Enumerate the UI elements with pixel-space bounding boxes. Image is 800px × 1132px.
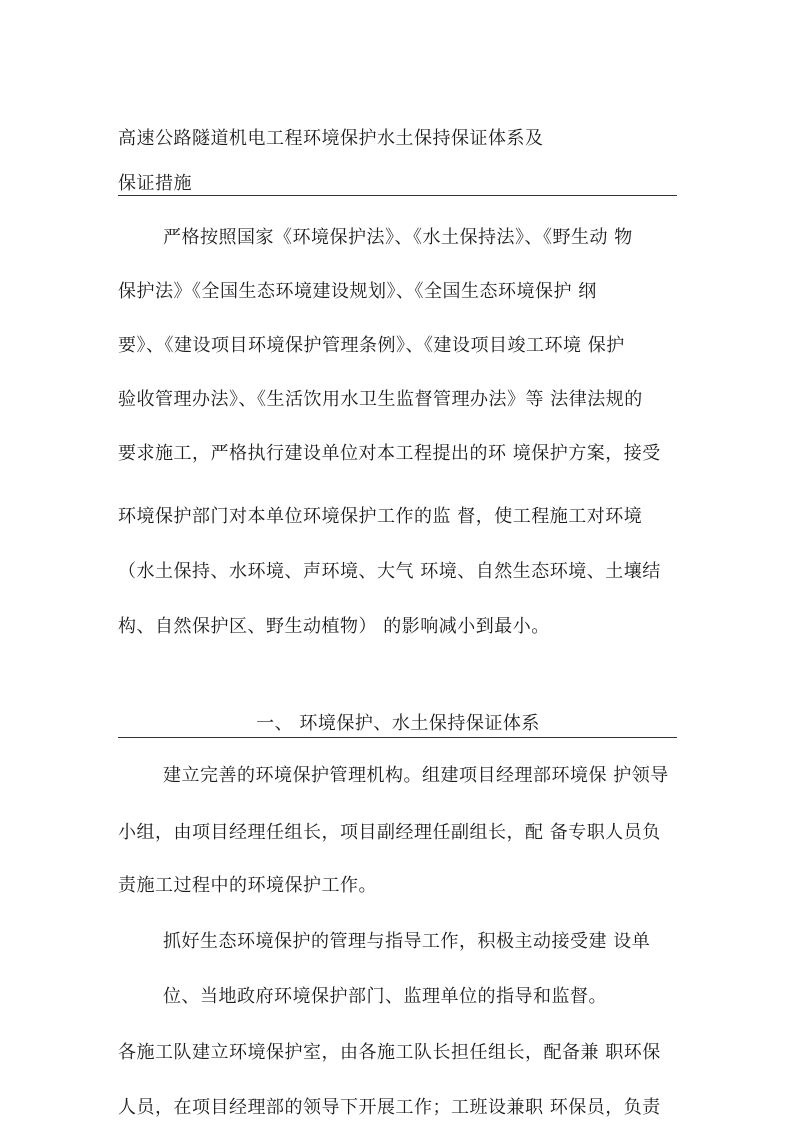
section1-line-4: 抓好生态环境保护的管理与指导工作，积极主动接受建 设单 <box>163 931 651 952</box>
intro-line-8: 构、自然保护区、野生动植物） 的影响减小到最小。 <box>118 616 550 637</box>
intro-line-2: 保护法》《全国生态环境建设规划》、《全国生态环境保护 纲 <box>118 281 597 302</box>
section1-line-1: 建立完善的环境保护管理机构。组建项目经理部环境保 护领导 <box>163 765 669 786</box>
intro-line-7: （水土保持、水环境、声环境、大气 环境、自然生态环境、土壤结 <box>118 561 661 582</box>
document-title-line-1: 高速公路隧道机电工程环境保护水土保持保证体系及 <box>118 128 544 149</box>
title-rule <box>118 195 677 196</box>
section1-line-5: 位、当地政府环境保护部门、监理单位的指导和监督。 <box>163 986 607 1007</box>
section-heading-1: 一、 环境保护、水土保持保证体系 <box>256 713 540 734</box>
intro-line-6: 环境保护部门对本单位环境保护工作的监 督，使工程施工对环境 <box>118 506 643 527</box>
intro-line-4: 验收管理办法》、《生活饮用水卫生监督管理办法》等 法律法规的 <box>118 389 643 410</box>
section-rule <box>118 737 677 738</box>
intro-line-5: 要求施工，严格执行建设单位对本工程提出的环 境保护方案，接受 <box>118 443 661 464</box>
section1-line-6: 各施工队建立环境保护室，由各施工队长担任组长，配备兼 职环保 <box>118 1042 661 1063</box>
section1-line-2: 小组，由项目经理任组长，项目副经理任副组长，配 备专职人员负 <box>118 822 661 843</box>
document-title-line-2: 保证措施 <box>118 173 192 194</box>
intro-line-3: 要》、《建设项目环境保护管理条例》、《建设项目竣工环境 保护 <box>118 335 625 356</box>
section1-line-3: 责施工过程中的环境保护工作。 <box>118 875 377 896</box>
section1-line-7: 人员，在项目经理部的领导下开展工作；工班设兼职 环保员，负责 <box>118 1097 661 1118</box>
intro-line-1: 严格按照国家《环境保护法》、《水土保持法》、《野生动 物 <box>163 227 633 248</box>
